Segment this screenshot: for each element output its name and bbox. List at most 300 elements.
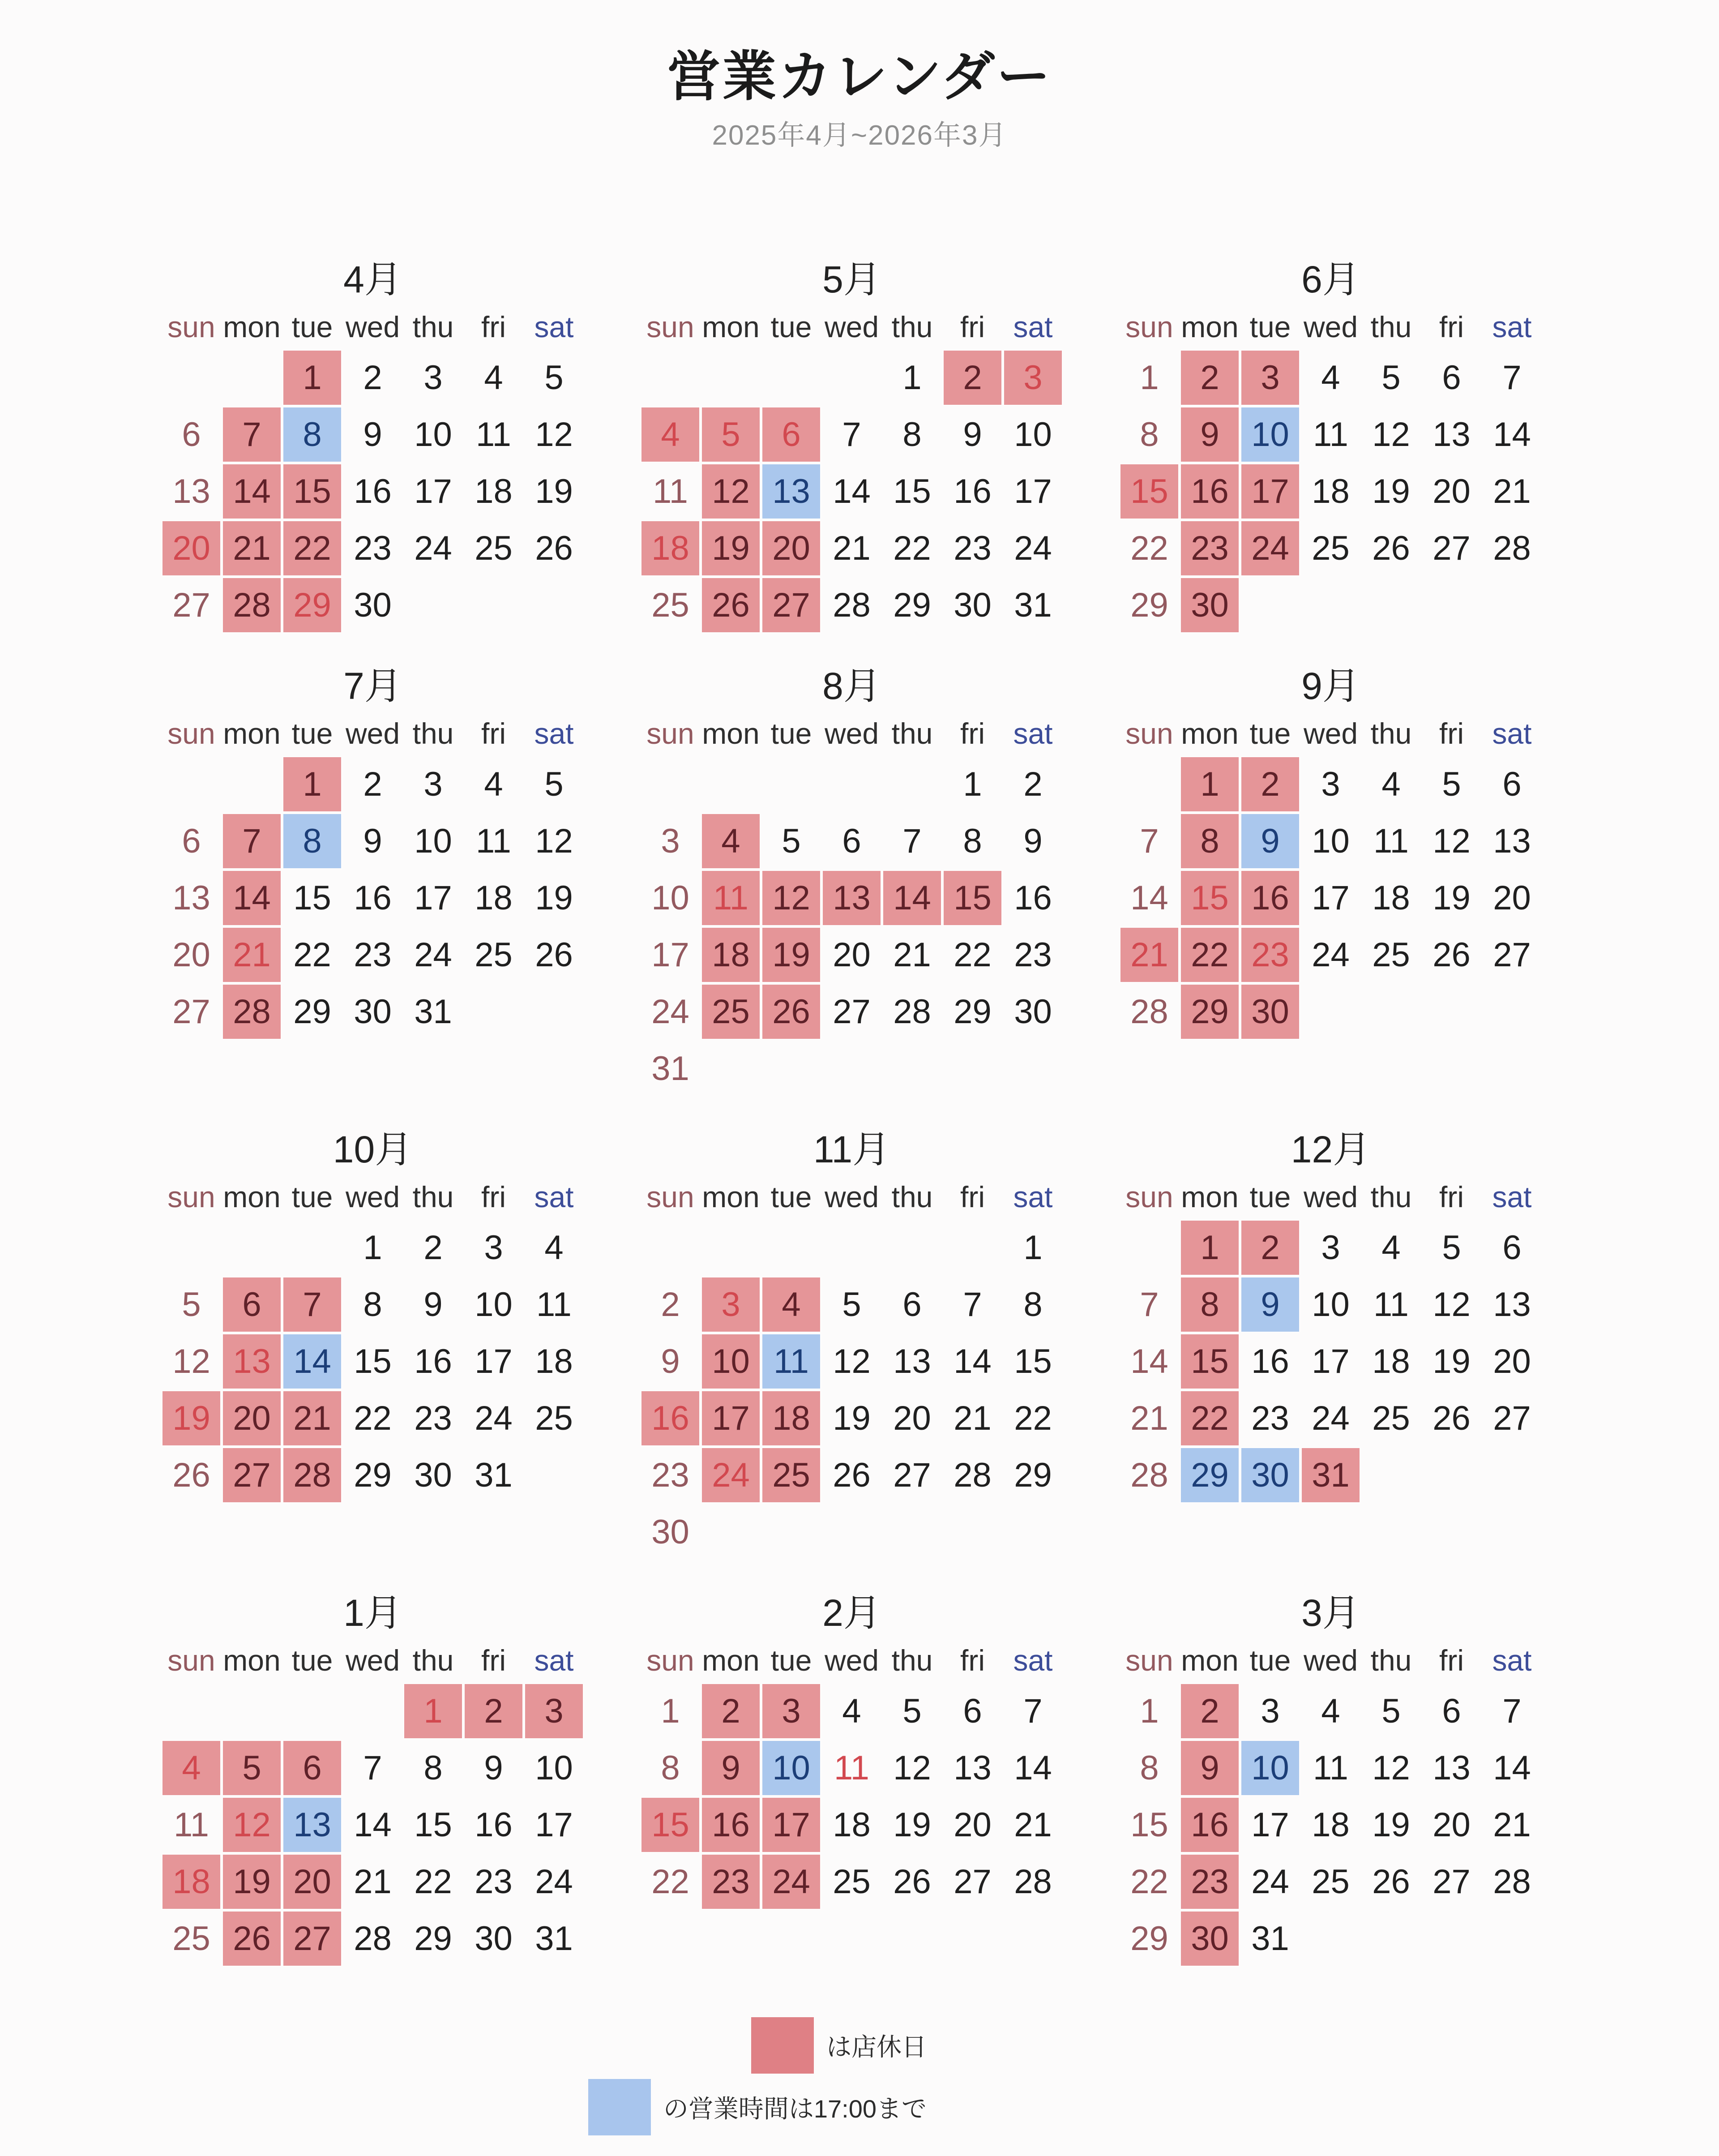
weekday-header: mon xyxy=(702,717,760,750)
day-cell: 30 xyxy=(414,1456,452,1494)
day-cell: 30 xyxy=(1014,993,1052,1031)
month-title: 12月 xyxy=(1291,1128,1371,1170)
day-cell: 15 xyxy=(1180,1333,1240,1390)
month-title: 2月 xyxy=(822,1592,881,1634)
day-cell: 7 xyxy=(222,406,282,463)
weekday-header: mon xyxy=(702,310,760,343)
legend-label-closed: は店休日 xyxy=(826,2033,927,2061)
day-cell: 27 xyxy=(761,577,821,634)
month-days xyxy=(161,304,584,634)
day-cell: 28 xyxy=(222,983,282,1040)
day-cell: 17 xyxy=(414,879,452,917)
month-block xyxy=(1119,655,1542,1097)
day-cell: 15 xyxy=(1119,463,1180,520)
day-cell: 29 xyxy=(954,993,992,1031)
day-cell: 27 xyxy=(222,1447,282,1504)
day-cell: 23 xyxy=(701,1853,761,1910)
day-cell: 7 xyxy=(842,416,861,454)
day-cell: 22 xyxy=(651,1863,689,1901)
day-cell: 8 xyxy=(282,813,342,870)
day-cell: 27 xyxy=(172,993,210,1031)
day-cell: 6 xyxy=(1502,765,1522,803)
day-cell: 14 xyxy=(222,870,282,926)
day-cell: 13 xyxy=(1432,416,1471,454)
day-cell: 3 xyxy=(524,1683,584,1740)
day-cell: 20 xyxy=(1493,879,1531,917)
day-cell: 2 xyxy=(701,1683,761,1740)
weekday-header: sat xyxy=(534,717,574,750)
day-cell: 26 xyxy=(1372,1863,1410,1901)
weekday-header: sat xyxy=(1013,1644,1053,1677)
day-cell: 20 xyxy=(761,520,821,577)
day-cell: 10 xyxy=(1240,406,1300,463)
day-cell: 9 xyxy=(1180,1740,1240,1796)
day-cell: 9 xyxy=(484,1749,503,1787)
weekday-header: sat xyxy=(534,310,574,343)
day-cell: 26 xyxy=(172,1456,210,1494)
weekday-header: thu xyxy=(1370,310,1412,343)
empty-cell xyxy=(821,756,882,813)
day-cell: 30 xyxy=(475,1920,513,1958)
day-cell: 2 xyxy=(1180,349,1240,406)
day-cell: 23 xyxy=(651,1456,689,1494)
day-cell: 10 xyxy=(1014,416,1052,454)
day-cell: 27 xyxy=(1493,1399,1531,1437)
weekday-header: mon xyxy=(702,1180,760,1213)
weekday-header: fri xyxy=(481,310,506,343)
day-cell: 7 xyxy=(902,822,922,860)
day-cell: 5 xyxy=(1381,1692,1401,1730)
day-cell: 19 xyxy=(1372,472,1410,510)
day-cell: 19 xyxy=(161,1390,222,1447)
day-cell: 31 xyxy=(535,1920,573,1958)
day-cell: 24 xyxy=(1251,1863,1289,1901)
weekday-header: sun xyxy=(1125,717,1173,750)
day-cell: 10 xyxy=(414,822,452,860)
day-cell: 27 xyxy=(1493,936,1531,974)
day-cell: 15 xyxy=(414,1806,452,1844)
day-cell: 14 xyxy=(1130,879,1168,917)
day-cell: 4 xyxy=(484,359,503,397)
day-cell: 17 xyxy=(535,1806,573,1844)
day-cell: 21 xyxy=(1014,1806,1052,1844)
day-cell: 26 xyxy=(761,983,821,1040)
weekday-header: wed xyxy=(824,310,879,343)
day-cell: 6 xyxy=(902,1286,922,1324)
day-cell: 30 xyxy=(1180,577,1240,634)
empty-cell xyxy=(701,1219,761,1276)
month-title: 4月 xyxy=(343,258,402,300)
weekday-header: mon xyxy=(223,1180,281,1213)
day-cell: 4 xyxy=(842,1692,861,1730)
day-cell: 21 xyxy=(282,1390,342,1447)
day-cell: 8 xyxy=(363,1286,382,1324)
weekday-header: tue xyxy=(1249,1180,1291,1213)
day-cell: 2 xyxy=(661,1286,680,1324)
weekday-header: wed xyxy=(1303,310,1358,343)
day-cell: 6 xyxy=(182,822,201,860)
day-cell: 24 xyxy=(535,1863,573,1901)
weekday-header: tue xyxy=(291,1180,333,1213)
day-cell: 1 xyxy=(282,756,342,813)
day-cell: 3 xyxy=(761,1683,821,1740)
weekday-header: wed xyxy=(824,1644,879,1677)
day-cell: 9 xyxy=(1180,406,1240,463)
day-cell: 14 xyxy=(354,1806,392,1844)
weekday-header: wed xyxy=(345,310,400,343)
day-cell: 1 xyxy=(1180,756,1240,813)
day-cell: 1 xyxy=(282,349,342,406)
day-cell: 10 xyxy=(651,879,689,917)
day-cell: 5 xyxy=(701,406,761,463)
day-cell: 30 xyxy=(354,993,392,1031)
day-cell: 24 xyxy=(1014,529,1052,567)
day-cell: 12 xyxy=(535,416,573,454)
month-block xyxy=(161,655,584,1097)
month-days xyxy=(640,1638,1063,1910)
day-cell: 25 xyxy=(1372,1399,1410,1437)
empty-cell xyxy=(222,756,282,813)
day-cell: 23 xyxy=(475,1863,513,1901)
day-cell: 13 xyxy=(1493,1286,1531,1324)
day-cell: 19 xyxy=(535,472,573,510)
day-cell: 28 xyxy=(833,586,871,624)
day-cell: 20 xyxy=(954,1806,992,1844)
day-cell: 1 xyxy=(403,1683,463,1740)
day-cell: 28 xyxy=(893,993,931,1031)
empty-cell xyxy=(640,756,701,813)
weekday-header: fri xyxy=(481,1644,506,1677)
day-cell: 19 xyxy=(535,879,573,917)
day-cell: 16 xyxy=(475,1806,513,1844)
day-cell: 6 xyxy=(963,1692,982,1730)
month-title: 10月 xyxy=(333,1128,413,1170)
day-cell: 7 xyxy=(282,1276,342,1333)
day-cell: 8 xyxy=(1180,1276,1240,1333)
day-cell: 9 xyxy=(1023,822,1043,860)
day-cell: 18 xyxy=(833,1806,871,1844)
weekday-header: tue xyxy=(1249,310,1291,343)
day-cell: 26 xyxy=(893,1863,931,1901)
day-cell: 10 xyxy=(475,1286,513,1324)
day-cell: 27 xyxy=(893,1456,931,1494)
empty-cell xyxy=(701,349,761,406)
day-cell: 5 xyxy=(544,765,564,803)
month-block xyxy=(640,655,1063,1097)
day-cell: 1 xyxy=(1180,1219,1240,1276)
day-cell: 7 xyxy=(363,1749,382,1787)
day-cell: 3 xyxy=(1321,765,1340,803)
weekday-header: sun xyxy=(1125,1180,1173,1213)
day-cell: 16 xyxy=(640,1390,701,1447)
day-cell: 5 xyxy=(544,359,564,397)
day-cell: 28 xyxy=(954,1456,992,1494)
day-cell: 4 xyxy=(161,1740,222,1796)
day-cell: 4 xyxy=(1381,1229,1401,1267)
weekday-header: sun xyxy=(1125,1644,1173,1677)
day-cell: 25 xyxy=(833,1863,871,1901)
day-cell: 30 xyxy=(954,586,992,624)
legend-label-short-hours: の営業時間は17:00まで xyxy=(663,2095,927,2123)
day-cell: 16 xyxy=(1014,879,1052,917)
day-cell: 19 xyxy=(222,1853,282,1910)
day-cell: 25 xyxy=(535,1399,573,1437)
weekday-header: fri xyxy=(481,717,506,750)
day-cell: 22 xyxy=(1130,1863,1168,1901)
day-cell: 12 xyxy=(833,1342,871,1380)
day-cell: 24 xyxy=(414,936,452,974)
day-cell: 15 xyxy=(1180,870,1240,926)
day-cell: 25 xyxy=(172,1920,210,1958)
weekday-header: mon xyxy=(702,1644,760,1677)
day-cell: 3 xyxy=(1261,1692,1280,1730)
day-cell: 14 xyxy=(954,1342,992,1380)
day-cell: 26 xyxy=(222,1910,282,1967)
day-cell: 13 xyxy=(282,1796,342,1853)
empty-cell xyxy=(222,1683,282,1740)
day-cell: 6 xyxy=(1442,359,1461,397)
day-cell: 25 xyxy=(1372,936,1410,974)
day-cell: 16 xyxy=(1240,870,1300,926)
weekday-header: sun xyxy=(646,310,694,343)
day-cell: 18 xyxy=(535,1342,573,1380)
day-cell: 16 xyxy=(354,472,392,510)
weekday-header: fri xyxy=(960,1180,985,1213)
day-cell: 24 xyxy=(1312,1399,1350,1437)
day-cell: 5 xyxy=(1381,359,1401,397)
day-cell: 4 xyxy=(1381,765,1401,803)
weekday-header: mon xyxy=(223,310,281,343)
day-cell: 2 xyxy=(423,1229,443,1267)
day-cell: 25 xyxy=(761,1447,821,1504)
day-cell: 13 xyxy=(954,1749,992,1787)
day-cell: 17 xyxy=(1240,463,1300,520)
day-cell: 10 xyxy=(535,1749,573,1787)
day-cell: 29 xyxy=(893,586,931,624)
day-cell: 15 xyxy=(942,870,1003,926)
day-cell: 30 xyxy=(354,586,392,624)
day-cell: 3 xyxy=(484,1229,503,1267)
day-cell: 11 xyxy=(653,472,688,510)
day-cell: 19 xyxy=(833,1399,871,1437)
day-cell: 5 xyxy=(902,1692,922,1730)
weekday-header: mon xyxy=(1181,717,1239,750)
day-cell: 31 xyxy=(651,1050,689,1088)
day-cell: 17 xyxy=(414,472,452,510)
day-cell: 29 xyxy=(1180,983,1240,1040)
day-cell: 25 xyxy=(701,983,761,1040)
day-cell: 15 xyxy=(640,1796,701,1853)
weekday-header: tue xyxy=(770,1644,812,1677)
short-hours-swatch xyxy=(588,2079,651,2135)
day-cell: 22 xyxy=(954,936,992,974)
month-title: 11月 xyxy=(813,1128,890,1170)
day-cell: 3 xyxy=(661,822,680,860)
month-title: 1月 xyxy=(343,1592,402,1634)
day-cell: 26 xyxy=(1432,936,1471,974)
day-cell: 21 xyxy=(1119,926,1180,983)
day-cell: 27 xyxy=(833,993,871,1031)
month-days xyxy=(1119,304,1542,634)
day-cell: 2 xyxy=(1023,765,1043,803)
weekday-header: mon xyxy=(1181,1644,1239,1677)
day-cell: 2 xyxy=(463,1683,524,1740)
weekday-header: fri xyxy=(960,717,985,750)
day-cell: 26 xyxy=(1432,1399,1471,1437)
day-cell: 7 xyxy=(1502,359,1522,397)
month-title: 5月 xyxy=(822,258,881,300)
day-cell: 14 xyxy=(1493,1749,1531,1787)
weekday-header: sun xyxy=(167,1180,215,1213)
day-cell: 21 xyxy=(1493,472,1531,510)
weekday-header: sat xyxy=(1492,310,1532,343)
day-cell: 22 xyxy=(282,520,342,577)
day-cell: 21 xyxy=(1130,1399,1168,1437)
day-cell: 14 xyxy=(1493,416,1531,454)
day-cell: 13 xyxy=(1432,1749,1471,1787)
day-cell: 23 xyxy=(354,936,392,974)
day-cell: 7 xyxy=(1502,1692,1522,1730)
day-cell: 17 xyxy=(1251,1806,1289,1844)
day-cell: 25 xyxy=(475,529,513,567)
day-cell: 14 xyxy=(222,463,282,520)
day-cell: 18 xyxy=(1312,1806,1350,1844)
day-cell: 4 xyxy=(701,813,761,870)
weekday-header: tue xyxy=(1249,717,1291,750)
day-cell: 23 xyxy=(954,529,992,567)
day-cell: 17 xyxy=(761,1796,821,1853)
weekday-header: fri xyxy=(960,310,985,343)
calendar-grid xyxy=(161,249,1542,1967)
month-block xyxy=(1119,1582,1542,1967)
day-cell: 18 xyxy=(1372,879,1410,917)
weekday-header: wed xyxy=(824,1180,879,1213)
weekday-header: thu xyxy=(891,1644,933,1677)
day-cell: 22 xyxy=(1014,1399,1052,1437)
empty-cell xyxy=(161,1683,222,1740)
legend-row-closed xyxy=(751,2017,927,2074)
empty-cell xyxy=(821,349,882,406)
day-cell: 17 xyxy=(1312,1342,1350,1380)
day-cell: 18 xyxy=(761,1390,821,1447)
weekday-header: mon xyxy=(223,717,281,750)
day-cell: 12 xyxy=(1432,822,1471,860)
day-cell: 19 xyxy=(1432,1342,1471,1380)
month-block xyxy=(640,1582,1063,1967)
day-cell: 27 xyxy=(954,1863,992,1901)
weekday-header: wed xyxy=(1303,1644,1358,1677)
day-cell: 1 xyxy=(661,1692,680,1730)
day-cell: 19 xyxy=(761,926,821,983)
day-cell: 10 xyxy=(414,416,452,454)
day-cell: 12 xyxy=(761,870,821,926)
day-cell: 28 xyxy=(222,577,282,634)
day-cell: 12 xyxy=(1372,416,1410,454)
day-cell: 6 xyxy=(222,1276,282,1333)
day-cell: 26 xyxy=(1372,529,1410,567)
day-cell: 29 xyxy=(1180,1447,1240,1504)
day-cell: 24 xyxy=(414,529,452,567)
day-cell: 3 xyxy=(1003,349,1063,406)
day-cell: 16 xyxy=(954,472,992,510)
day-cell: 1 xyxy=(963,765,982,803)
month-days xyxy=(1119,1638,1542,1967)
empty-cell xyxy=(222,349,282,406)
day-cell: 9 xyxy=(661,1342,680,1380)
day-cell: 20 xyxy=(1432,1806,1471,1844)
day-cell: 4 xyxy=(1321,1692,1340,1730)
day-cell: 16 xyxy=(701,1796,761,1853)
day-cell: 8 xyxy=(902,416,922,454)
weekday-header: sat xyxy=(1492,1644,1532,1677)
weekday-header: tue xyxy=(291,310,333,343)
weekday-header: thu xyxy=(412,310,454,343)
month-title: 6月 xyxy=(1301,258,1360,300)
day-cell: 3 xyxy=(1240,349,1300,406)
day-cell: 3 xyxy=(1321,1229,1340,1267)
day-cell: 23 xyxy=(1240,926,1300,983)
day-cell: 20 xyxy=(161,520,222,577)
day-cell: 29 xyxy=(293,993,331,1031)
day-cell: 4 xyxy=(761,1276,821,1333)
day-cell: 23 xyxy=(1251,1399,1289,1437)
day-cell: 22 xyxy=(1130,529,1168,567)
day-cell: 16 xyxy=(1180,463,1240,520)
day-cell: 6 xyxy=(761,406,821,463)
day-cell: 11 xyxy=(701,870,761,926)
day-cell: 26 xyxy=(535,529,573,567)
day-cell: 18 xyxy=(1372,1342,1410,1380)
day-cell: 2 xyxy=(1240,756,1300,813)
day-cell: 17 xyxy=(1312,879,1350,917)
empty-cell xyxy=(821,1219,882,1276)
day-cell: 11 xyxy=(1313,1749,1348,1787)
day-cell: 7 xyxy=(963,1286,982,1324)
day-cell: 13 xyxy=(172,879,210,917)
day-cell: 30 xyxy=(1240,1447,1300,1504)
empty-cell xyxy=(161,756,222,813)
weekday-header: sun xyxy=(167,1644,215,1677)
month-days xyxy=(161,1174,584,1504)
day-cell: 4 xyxy=(544,1229,564,1267)
day-cell: 20 xyxy=(893,1399,931,1437)
day-cell: 12 xyxy=(893,1749,931,1787)
day-cell: 29 xyxy=(1130,586,1168,624)
day-cell: 28 xyxy=(1493,529,1531,567)
page-title: 営業カレンダー xyxy=(667,47,1052,107)
month-title: 7月 xyxy=(343,665,402,707)
day-cell: 4 xyxy=(1321,359,1340,397)
weekday-header: wed xyxy=(1303,1180,1358,1213)
day-cell: 15 xyxy=(293,879,331,917)
weekday-header: sat xyxy=(534,1644,574,1677)
day-cell: 16 xyxy=(354,879,392,917)
month-block xyxy=(161,249,584,634)
day-cell: 21 xyxy=(1493,1806,1531,1844)
day-cell: 8 xyxy=(423,1749,443,1787)
weekday-header: tue xyxy=(1249,1644,1291,1677)
day-cell: 27 xyxy=(1432,1863,1471,1901)
day-cell: 12 xyxy=(701,463,761,520)
day-cell: 22 xyxy=(414,1863,452,1901)
day-cell: 9 xyxy=(1240,1276,1300,1333)
day-cell: 11 xyxy=(1373,822,1409,860)
day-cell: 13 xyxy=(893,1342,931,1380)
day-cell: 12 xyxy=(172,1342,210,1380)
day-cell: 8 xyxy=(1140,1749,1159,1787)
day-cell: 11 xyxy=(761,1333,821,1390)
month-days xyxy=(161,711,584,1040)
